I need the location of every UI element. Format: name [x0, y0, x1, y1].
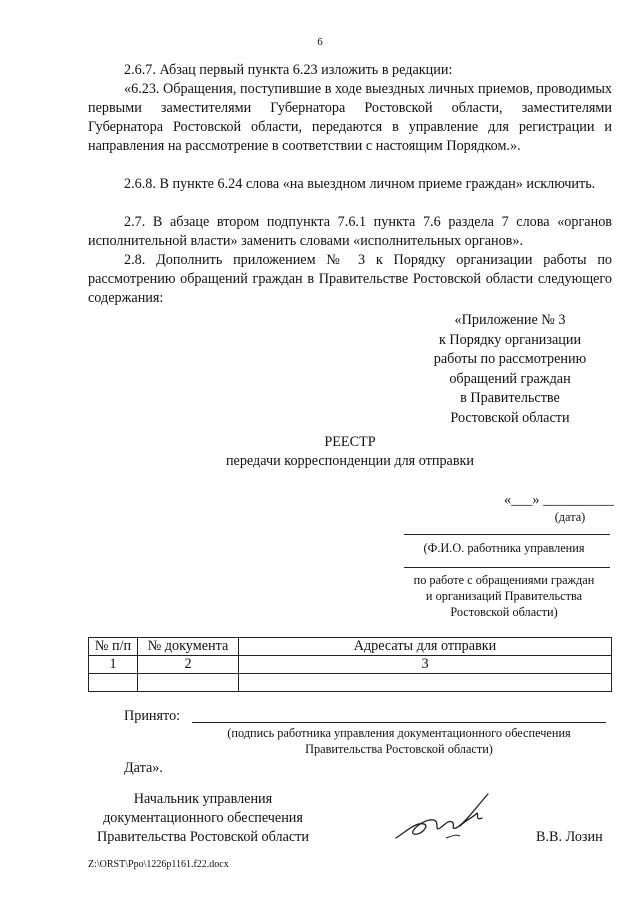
registry-table [88, 637, 612, 692]
file-path-footer: Z:\ORST\Ppo\1226p1161.f22.docx [88, 859, 229, 870]
position-line: Правительства Ростовской области [97, 829, 309, 845]
signatory-position [88, 790, 318, 847]
fio-label-4: Ростовской области) [450, 605, 558, 619]
header-cell: № документа [138, 638, 239, 656]
table-cell [89, 674, 138, 692]
acceptance-note-2: Правительства Ростовской области) [305, 742, 493, 756]
date-label: (дата) [554, 510, 586, 524]
signatory-name: В.В. Лозин [536, 829, 603, 845]
registry-title: РЕЕСТР [324, 434, 376, 450]
table-cell: 2 [138, 656, 239, 674]
appendix-line: обращений граждан [449, 370, 571, 387]
table-cell: 1 [89, 656, 138, 674]
acceptance-date-label: Дата». [124, 760, 163, 776]
paragraph-2-6-8: 2.6.8. В пункте 6.24 слова «на выездном личном приеме граждан» исключить. [124, 176, 596, 192]
paragraph-2-6-7: 2.6.7. Абзац первый пункта 6.23 изложить в редакции: [124, 62, 453, 78]
appendix-line: в Правительстве [460, 390, 560, 406]
handwritten-signature [390, 788, 510, 848]
paragraph-2-8: 2.8. Дополнить приложением № 3 к Порядку организации работы по рассмотрению обращений граждан в Правительстве Ростовской области следующего содержания: [88, 252, 612, 306]
paragraph-6-23: «6.23. Обращения, поступившие в ходе выездных личных приемов, проводимых первыми заместителями Губернатора Ростовской области, заместителями Губернатора Ростовской области, передаются в управление для регистрации и направления на рассмотрение в соответствии с настоящим Порядком.». [88, 81, 612, 154]
header-cell: Адресаты для отправки [239, 638, 612, 656]
page-number: 6 [317, 36, 323, 48]
fio-label-2: по работе с обращениями граждан [413, 573, 595, 587]
appendix-line: работы по рассмотрению [433, 351, 587, 367]
fio-label-3: и организаций Правительства [425, 589, 583, 603]
paragraph-2-7: 2.7. В абзаце втором подпункта 7.6.1 пункта 7.6 раздела 7 слова «органов исполнительной власти» заменить словами «исполнительных органов». [88, 214, 612, 249]
position-line: Начальник управления [133, 791, 273, 807]
appendix-line: Ростовской области [450, 409, 570, 426]
table-row [89, 674, 612, 692]
position-line: документационного обеспечения [103, 810, 303, 826]
accepted-label: Принято: [124, 708, 181, 724]
fio-underline-2 [404, 567, 610, 568]
acceptance-signature-line [192, 722, 606, 723]
table-cell: 3 [239, 656, 612, 674]
fio-underline [404, 534, 610, 535]
table-header-row [89, 638, 612, 656]
appendix-line: к Порядку организации [438, 331, 582, 348]
table-cell [138, 674, 239, 692]
date-field: «___» __________ [504, 492, 614, 508]
table-row [89, 656, 612, 674]
appendix-line: «Приложение № 3 [454, 312, 566, 328]
registry-subtitle: передачи корреспонденции для отправки [225, 453, 475, 469]
fio-label-1: (Ф.И.О. работника управления [423, 541, 585, 555]
acceptance-note-1: (подпись работника управления документационного обеспечения [227, 726, 571, 740]
header-cell: № п/п [89, 638, 138, 656]
appendix-header [410, 311, 610, 428]
table-cell [239, 674, 612, 692]
